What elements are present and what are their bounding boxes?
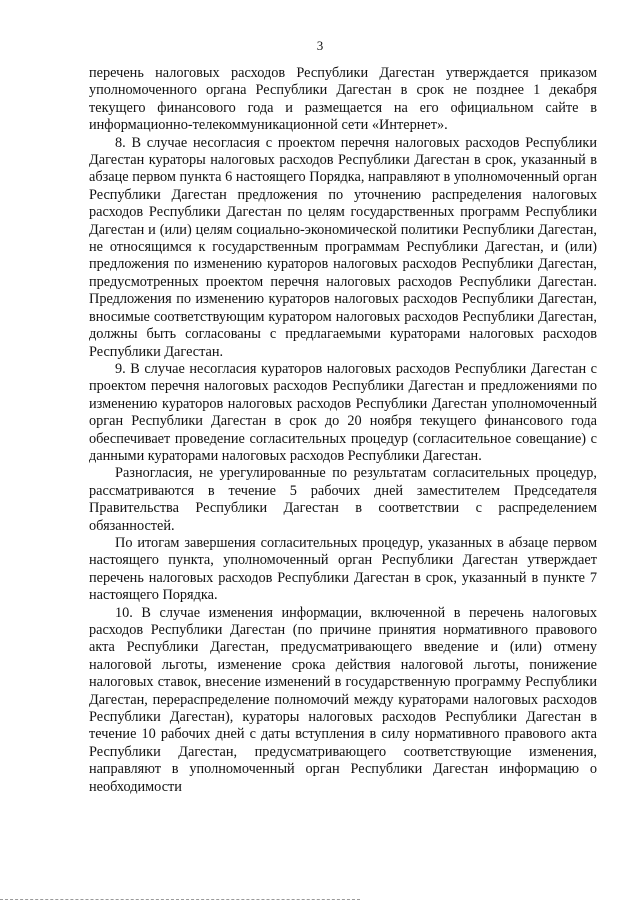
page-number: 3 — [316, 38, 324, 53]
paragraph-item-9: 9. В случае несогласия кураторов налоговых расходов Республики Дагестан с проектом перечня налоговых расходов Республики Дагестан и предложениями по изменению кураторов налоговых расходов Республики Дагестан уполномоченный орган Республики Дагестан в срок до 20 ноября текущего финансового года обеспечивает проведение согласительных процедур (согласительное совещание) с данными кураторами налоговых расходов Республики Дагестан. — [89, 360, 597, 464]
paragraph-continuation: перечень налоговых расходов Республики Дагестан утверждается приказом уполномоченного органа Республики Дагестан в срок не позднее 1 декабря текущего финансового года и размещается на его официальном сайте в информационно-телекоммуникационной сети «Интернет». — [89, 65, 597, 134]
paragraph-results: По итогам завершения согласительных процедур, указанных в абзаце первом настоящего пункта, уполномоченный орган Республики Дагестан утверждает перечень налоговых расходов Республики Дагестан в срок, указанный в пункте 7 настоящего Порядка. — [89, 534, 597, 604]
paragraph-disagreements: Разногласия, не урегулированные по результатам согласительных процедур, рассматриваются в течение 5 рабочих дней заместителем Председателя Правительства Республики Дагестан в соответствии с распределением обязанностей. — [89, 465, 597, 534]
paragraph-item-8: 8. В случае несогласия с проектом перечня налоговых расходов Республики Дагестан кураторы налоговых расходов Республики Дагестан в срок, указанный в абзаце первом пункта 6 настоящего Порядка, направляют в уполномоченный орган Республики Дагестан предложения по уточнению распределения налоговых расходов Республики Дагестан по целям государственных программ Республики Дагестан и (или) целям социально-экономической политики Республики Дагестан, не относящимся к государственным программам Республики Дагестан, и (или) предложения по изменению кураторов налоговых расходов Республики Дагестан, предусмотренных проектом перечня налоговых расходов Республики Дагестан. Предложения по изменению кураторов налоговых расходов Республики Дагестан, вносимые соответствующим куратором налоговых расходов Республики Дагестан, должны быть согласованы с предлагаемыми кураторами налоговых расходов Республики Дагестан. — [89, 134, 597, 360]
scan-bottom-edge — [0, 899, 360, 902]
document-body — [89, 65, 597, 796]
paragraph-item-10: 10. В случае изменения информации, включенной в перечень налоговых расходов Республики Дагестан (по причине принятия нормативного правового акта Республики Дагестан, предусматривающего введение и (или) отмену налоговой льготы, изменение срока действия налоговой льготы, понижение налоговых ставок, внесение изменений в государственную программу Республики Дагестан, перераспределение полномочий между кураторами налоговых расходов Республики Дагестан), кураторы налоговых расходов Республики Дагестан в течение 10 рабочих дней с даты вступления в силу нормативного правового акта Республики Дагестан, предусматривающего соответствующие изменения, направляют в уполномоченный орган Республики Дагестан информацию о необходимости — [89, 604, 597, 795]
